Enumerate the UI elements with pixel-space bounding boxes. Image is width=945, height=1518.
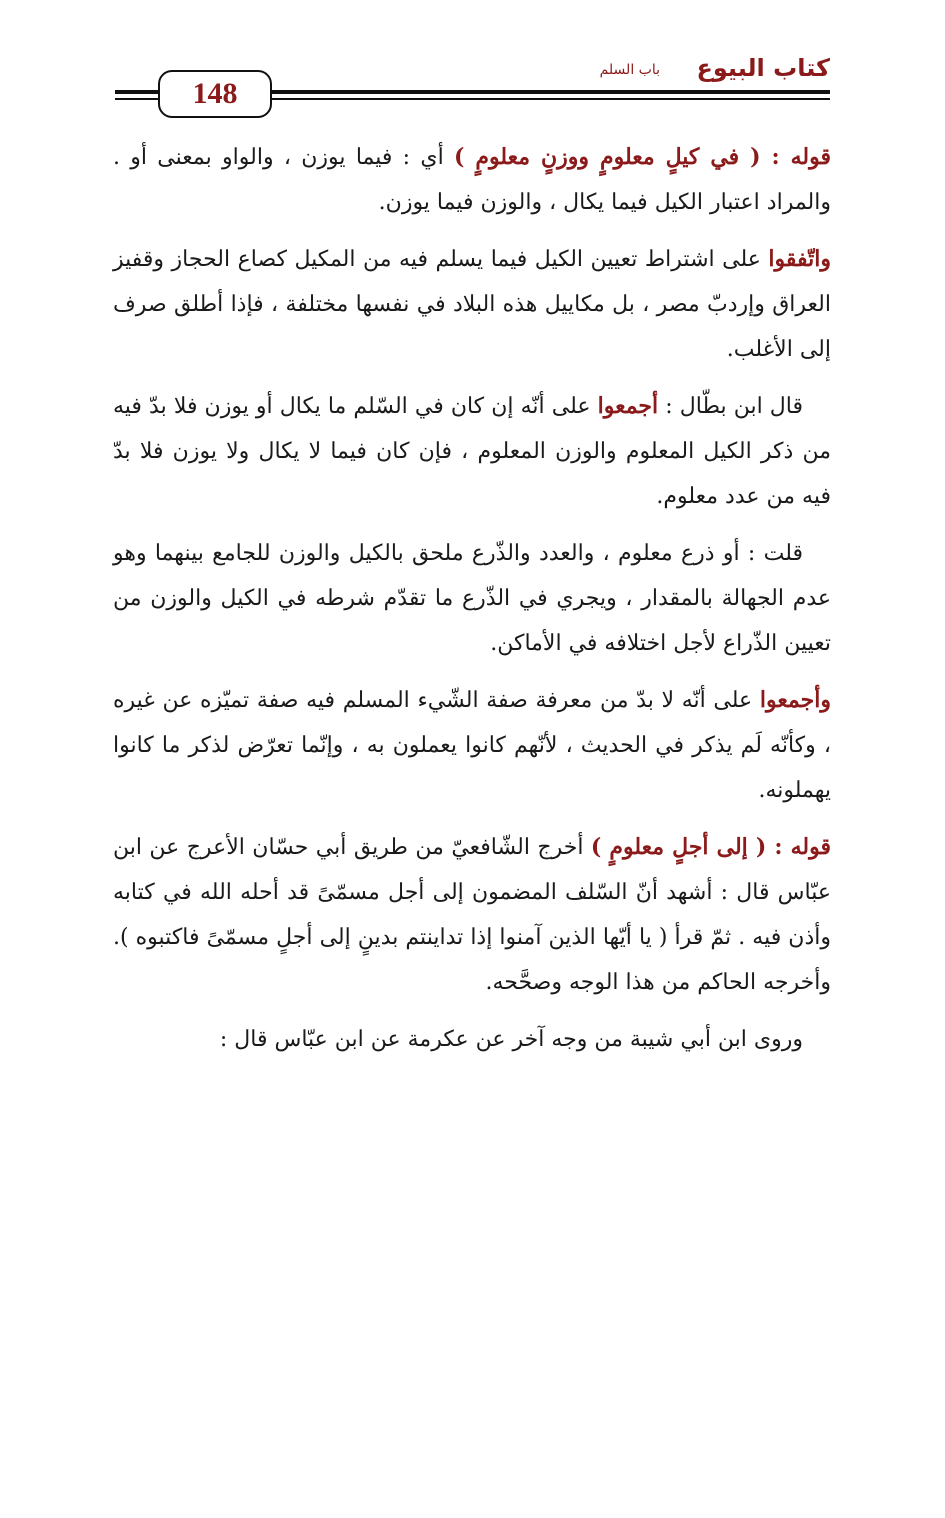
text-run: على أنّه إن كان في السّلم ما يكال أو يوزن فلا بدّ فيه من ذكر الكيل المعلوم والوزن المعلوم ، فإن كان فيما لا يكال ولا يوزن فلا بدّ فيه من عدد معلوم. xyxy=(113,394,831,509)
paragraph xyxy=(113,825,831,1005)
body-text xyxy=(113,135,831,1074)
paragraph xyxy=(113,237,831,372)
text-run: على اشتراط تعيين الكيل فيما يسلم فيه من المكيل كصاع الحجاز وقفيز العراق وإردبّ مصر ، بل مكاييل هذه البلاد في نفسها مختلفة ، فإذا أطلق صرف إلى الأغلب. xyxy=(113,247,831,362)
paragraph xyxy=(113,135,831,225)
book-title: كتاب البيوع xyxy=(696,54,830,82)
paragraph xyxy=(113,384,831,519)
highlighted-term: وأجمعوا xyxy=(759,687,831,713)
text-run: وروى ابن أبي شيبة من وجه آخر عن عكرمة عن ابن عبّاس قال : xyxy=(219,1027,803,1052)
highlighted-term: أجمعوا xyxy=(597,393,659,419)
highlighted-term: واتّفقوا xyxy=(768,246,831,272)
text-run: قال ابن بطّال : xyxy=(658,394,803,419)
paragraph xyxy=(113,678,831,813)
paragraph xyxy=(113,531,831,666)
highlighted-term: قوله : ( في كيلٍ معلومٍ ووزنٍ معلومٍ ) xyxy=(454,144,831,170)
text-run: أي : فيما يوزن ، والواو بمعنى أو . والمراد اعتبار الكيل فيما يكال ، والوزن فيما يوزن. xyxy=(113,145,831,215)
page-header xyxy=(115,50,830,120)
chapter-title: باب السلم xyxy=(599,62,660,78)
text-run: على أنّه لا بدّ من معرفة صفة الشّيء المسلم فيه صفة تميّزه عن غيره ، وكأنّه لَم يذكر في الحديث ، لأنّهم كانوا يعملون به ، وإنّما تعرّض لذكر ما كانوا يهملونه. xyxy=(113,688,831,803)
highlighted-term: قوله : ( إلى أجلٍ معلومٍ ) xyxy=(590,834,831,860)
paragraph xyxy=(113,1017,831,1062)
text-run: أخرج الشّافعيّ من طريق أبي حسّان الأعرج عن ابن عبّاس قال : أشهد أنّ السّلف المضمون إلى أجل مسمّىً قد أحله الله في كتابه وأذن فيه . ثمّ قرأ ( يا أيّها الذين آمنوا إذا تداينتم بدينٍ إلى أجلٍ مسمّىً فاكتبوه ). وأخرجه الحاكم من هذا الوجه وصحَّحه. xyxy=(113,835,831,995)
text-run: قلت : أو ذرع معلوم ، والعدد والذّرع ملحق بالكيل والوزن للجامع بينهما وهو عدم الجهالة بالمقدار ، ويجري في الذّرع ما تقدّم شرطه في الكيل والوزن من تعيين الذّراع لأجل اختلافه في الأماكن. xyxy=(113,541,831,656)
page-number: 148 xyxy=(158,70,272,118)
